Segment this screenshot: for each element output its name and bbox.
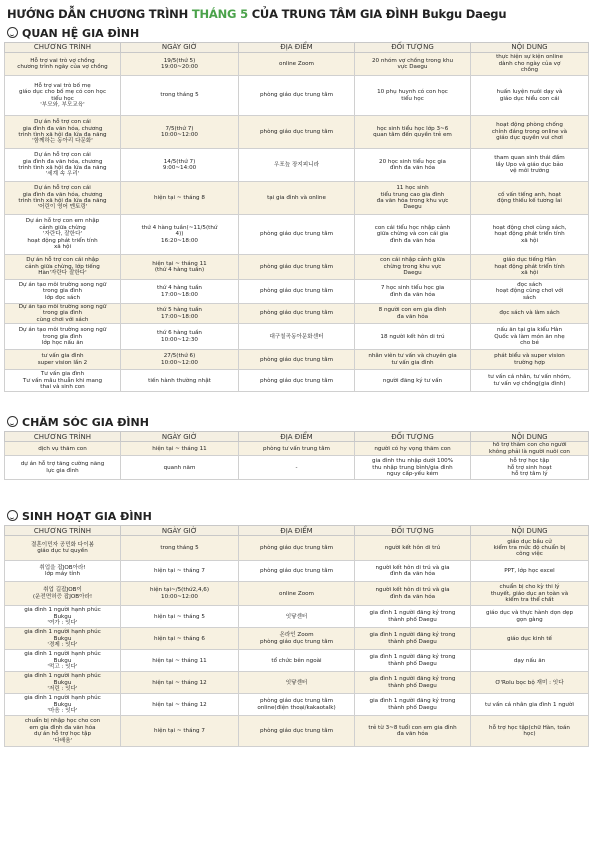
cell-content: tư vấn cá nhân gia đình 1 người <box>471 694 589 716</box>
table-row <box>5 76 589 116</box>
cell-content: giáo dục bầu cử kiểm tra mức độ chuẩn bị công việc <box>471 536 589 561</box>
cell-datetime: thứ 4 hàng tuần(~11/5(thứ 4)) 16:20~18:00 <box>121 215 239 255</box>
cell-program: chuẩn bị nhập học cho con em gia đình đa văn hóa dự án hỗ trợ học tập '다배움' <box>5 716 121 747</box>
cell-datetime: thứ 5 hàng tuần 17:00~18:00 <box>121 304 239 324</box>
cell-datetime: tiến hành thường nhật <box>121 370 239 392</box>
smiley-icon <box>7 27 18 38</box>
column-header-target: ĐỐI TƯỢNG <box>355 526 471 536</box>
cell-location: phòng giáo dục trung tâm <box>239 561 355 582</box>
cell-datetime: hiện tại ~ tháng 8 <box>121 182 239 215</box>
cell-target: 18 người kết hôn di trú <box>355 324 471 350</box>
cell-content: hoạt động phòng chống chính đáng trong online và giáo dục quyền vui chơi <box>471 116 589 149</box>
cell-program: 취업 길잡JOB이 (운전면허증 잡JOB아라! <box>5 582 121 606</box>
cell-program: dự án hỗ trợ tăng cường năng lực gia đình <box>5 456 121 480</box>
column-header-target: ĐỐI TƯỢNG <box>355 43 471 53</box>
title-month-highlight: THÁNG 5 <box>191 7 248 21</box>
cell-datetime: 19/5(thứ 5) 19:00~20:00 <box>121 53 239 76</box>
table-row <box>5 456 589 480</box>
cell-datetime: 27/5(thứ 6) 10:00~12:00 <box>121 350 239 370</box>
cell-location: phòng giáo dục trung tâm <box>239 76 355 116</box>
cell-program: gia đình 1 người hạnh phúc Bukgu '경제 : 잇다' <box>5 628 121 650</box>
cell-datetime: hiện tại ~ tháng 7 <box>121 561 239 582</box>
cell-target: học sinh tiểu học lớp 3~6 quan tâm đến quyền trẻ em <box>355 116 471 149</box>
table-row <box>5 182 589 215</box>
table-row <box>5 650 589 672</box>
cell-datetime: hiện tại ~ tháng 12 <box>121 694 239 716</box>
table-row <box>5 582 589 606</box>
cell-program: 결혼이민자 공민화 다이봄 giáo dục tư quyền <box>5 536 121 561</box>
column-header-location: ĐỊA ĐIỂM <box>239 43 355 53</box>
cell-location: 대구칠곡동아문화센터 <box>239 324 355 350</box>
cell-content: chuẩn bị cho kỳ thi lý thuyết, giáo dục an toàn và kiểm tra thể chất <box>471 582 589 606</box>
cell-target: 20 nhóm vợ chồng trong khu vực Daegu <box>355 53 471 76</box>
column-header-content: NỘI DUNG <box>471 43 589 53</box>
section-title: CHĂM SÓC GIA ĐÌNH <box>22 416 149 430</box>
column-header-location: ĐỊA ĐIỂM <box>239 526 355 536</box>
table-row <box>5 350 589 370</box>
cell-program: 취업을 잡JOB아라! lớp máy tính <box>5 561 121 582</box>
column-header-datetime: NGÀY GIỜ <box>121 526 239 536</box>
cell-location: 잇닿센터 <box>239 606 355 628</box>
cell-program: Dự án hỗ trợ con cái gia đình đa văn hóa, chương trình tình xã hội đa lứa đa năng '함께하는 동아리 다문화' <box>5 116 121 149</box>
cell-target: 20 học sinh tiểu học gia đình đa văn hóa <box>355 149 471 182</box>
cell-location: phòng giáo dục trung tâm <box>239 116 355 149</box>
cell-datetime: hiện tại~/5(thứ2,4,6) 10:00~12:00 <box>121 582 239 606</box>
table-row <box>5 694 589 716</box>
cell-content: huấn luyện nuôi dạy và giáo dục hiểu con cái <box>471 76 589 116</box>
cell-location: 우포늪 장지피니라 <box>239 149 355 182</box>
table-row <box>5 280 589 304</box>
cell-target: trẻ từ 3~8 tuổi con em gia đình đa văn hóa <box>355 716 471 747</box>
table-row <box>5 149 589 182</box>
cell-datetime: thứ 4 hàng tuần 17:00~18:00 <box>121 280 239 304</box>
cell-location: phòng giáo dục trung tâm <box>239 536 355 561</box>
cell-target: người đăng ký tư vấn <box>355 370 471 392</box>
cell-datetime: thứ 6 hàng tuần 10:00~12:30 <box>121 324 239 350</box>
column-header-program: CHƯƠNG TRÌNH <box>5 432 121 442</box>
cell-datetime: hiện tại ~ tháng 7 <box>121 716 239 747</box>
section-heading-family-life <box>7 508 588 525</box>
page-title <box>7 6 588 22</box>
cell-program: tư vấn gia đình super vision lần 2 <box>5 350 121 370</box>
title-part-1: HƯỚNG DẪN CHƯƠNG TRÌNH <box>7 7 192 21</box>
cell-target: con cái tiểu học nhập cảnh giữa chừng và con cái gia đình đa văn hóa <box>355 215 471 255</box>
cell-location: phòng tư vấn trung tâm <box>239 442 355 456</box>
cell-program: Dự án hỗ trợ con em nhập cảnh giữa chừng '자란다, 잘한다' hoạt động phát triển tính xã hội <box>5 215 121 255</box>
section-title: QUAN HỆ GIA ĐÌNH <box>22 27 140 40</box>
cell-content: cố vấn tiếng anh, hoạt động thiếu kế tương lai <box>471 182 589 215</box>
smiley-icon <box>7 416 18 427</box>
cell-location: tổ chức bên ngoài <box>239 650 355 672</box>
cell-target: gia đình 1 người đăng ký trong thành phố Daegu <box>355 672 471 694</box>
cell-datetime: trong tháng 5 <box>121 536 239 561</box>
cell-datetime: quanh năm <box>121 456 239 480</box>
cell-datetime: hiện tại ~ tháng 11 <box>121 650 239 672</box>
column-header-target: ĐỐI TƯỢNG <box>355 432 471 442</box>
table-family-life <box>4 525 589 747</box>
cell-target: 8 người con em gia đình đa văn hóa <box>355 304 471 324</box>
cell-content: tư vấn cá nhân, tư vấn nhóm, tư vấn vợ chồng(gia đình) <box>471 370 589 392</box>
table-row <box>5 442 589 456</box>
column-header-location: ĐỊA ĐIỂM <box>239 432 355 442</box>
cell-content: thực hiện sự kiện online dành cho ngày của vợ chồng <box>471 53 589 76</box>
table-row <box>5 561 589 582</box>
cell-target: con cái nhập cảnh giữa chừng trong khu vực Daegu <box>355 255 471 280</box>
cell-content: PPT, lớp học excel <box>471 561 589 582</box>
cell-content: hỗ trợ học tập hỗ trợ sinh hoạt hỗ trợ tâm lý <box>471 456 589 480</box>
smiley-icon <box>7 510 18 521</box>
cell-target: 11 học sinh tiểu trung cao gia đình đa văn hóa trong khu vực Daegu <box>355 182 471 215</box>
table-row <box>5 255 589 280</box>
cell-target: gia đình 1 người đăng ký trong thành phố Daegu <box>355 650 471 672</box>
section-title: SINH HOẠT GIA ĐÌNH <box>22 510 152 524</box>
cell-program: Dự án tạo môi trường song ngữ trong gia đình lớp đọc sách <box>5 280 121 304</box>
cell-target: người kết hôn di trú và gia đình đa văn hóa <box>355 582 471 606</box>
cell-location: online Zoom <box>239 53 355 76</box>
cell-content: hỗ trợ thăm con cho người không phải là người nuôi con <box>471 442 589 456</box>
column-header-program: CHƯƠNG TRÌNH <box>5 526 121 536</box>
cell-location: phòng giáo dục trung tâm <box>239 716 355 747</box>
cell-program: Hỗ trợ vai trò vợ chồng chương trình ngày của vợ chồng <box>5 53 121 76</box>
cell-datetime: hiện tại ~ tháng 11 <box>121 442 239 456</box>
cell-content: phát biểu và super vision trường hợp <box>471 350 589 370</box>
column-header-content: NỘI DUNG <box>471 526 589 536</box>
cell-target: người có hy vọng thăm con <box>355 442 471 456</box>
cell-target: gia đình 1 người đăng ký trong thành phố Daegu <box>355 694 471 716</box>
cell-content: hỗ trợ học tập(chữ Hàn, toán học) <box>471 716 589 747</box>
table-row <box>5 215 589 255</box>
table-header-row <box>5 526 589 536</box>
table-row <box>5 53 589 76</box>
cell-content: Ơ'Rolu bọc bộ 재미 : 잇다 <box>471 672 589 694</box>
cell-program: gia đình 1 người hạnh phúc Bukgu '저린 : 잇다' <box>5 672 121 694</box>
section-heading-family-care <box>7 414 588 431</box>
table-family-care <box>4 431 589 480</box>
cell-location: 온라인 Zoom phòng giáo dục trung tâm <box>239 628 355 650</box>
cell-program: Dự án tạo môi trường song ngữ trong gia đình cùng chơi với sách <box>5 304 121 324</box>
cell-target: nhân viên tư vấn và chuyên gia tư vấn gia đình <box>355 350 471 370</box>
cell-location: phòng giáo dục trung tâm <box>239 370 355 392</box>
cell-location: - <box>239 456 355 480</box>
cell-program: Dự án tạo môi trường song ngữ trong gia đình lớp học nấu ăn <box>5 324 121 350</box>
table-row <box>5 672 589 694</box>
cell-location: phòng giáo dục trung tâm <box>239 215 355 255</box>
cell-program: Dự án hỗ trợ con cái gia đình đa văn hóa, chương trình tình xã hội đa lứa đa năng '세계 속 우리' <box>5 149 121 182</box>
cell-program: Hỗ trợ vai trò bố mẹ giáo dục cho bố mẹ có con học tiểu học '부모와, 부모교육' <box>5 76 121 116</box>
cell-datetime: hiện tại ~ tháng 5 <box>121 606 239 628</box>
cell-program: gia đình 1 người hạnh phúc Bukgu '마음 : 잇다' <box>5 694 121 716</box>
cell-content: tham quan sinh thái đầm lầy Upo và giáo dục bảo vệ môi trường <box>471 149 589 182</box>
cell-content: giáo dục tiếng Hàn hoạt động phát triển tính xã hội <box>471 255 589 280</box>
section-heading-family-relations <box>7 25 588 42</box>
table-row <box>5 536 589 561</box>
cell-program: Tư vấn gia đình Tư vấn mâu thuẫn khi mang thai và sinh con <box>5 370 121 392</box>
cell-datetime: hiện tại ~ tháng 11 (thứ 4 hàng tuần) <box>121 255 239 280</box>
cell-location: phòng giáo dục trung tâm <box>239 350 355 370</box>
table-row <box>5 116 589 149</box>
table-row <box>5 304 589 324</box>
column-header-content: NỘI DUNG <box>471 432 589 442</box>
title-part-2: CỦA TRUNG TÂM GIA ĐÌNH Bukgu Daegu <box>247 7 507 21</box>
cell-datetime: hiện tại ~ tháng 12 <box>121 672 239 694</box>
cell-content: giáo dục và thực hành dọn dẹp gọn gàng <box>471 606 589 628</box>
cell-datetime: 14/5(thứ 7) 9:00~14:00 <box>121 149 239 182</box>
cell-program: gia đình 1 người hạnh phúc Bukgu '먹고 : 잇다' <box>5 650 121 672</box>
table-row <box>5 716 589 747</box>
cell-program: Dự án hỗ trợ con cái gia đình đa văn hóa, chương trình tình xã hội đa lứa đa năng '어린이 영어 멘토링' <box>5 182 121 215</box>
cell-program: Dự án hỗ trợ con cái nhập cảnh giữa chừng, lớp tiếng Hàn'자란다 잘한다' <box>5 255 121 280</box>
table-header-row <box>5 432 589 442</box>
cell-location: phòng giáo dục trung tâm <box>239 255 355 280</box>
column-header-datetime: NGÀY GIỜ <box>121 43 239 53</box>
column-header-datetime: NGÀY GIỜ <box>121 432 239 442</box>
cell-target: người kết hôn di trú <box>355 536 471 561</box>
table-row <box>5 628 589 650</box>
cell-location: phòng giáo dục trung tâm online(điện thoại/kakaotalk) <box>239 694 355 716</box>
cell-target: 7 học sinh tiểu học gia đình đa văn hóa <box>355 280 471 304</box>
column-header-program: CHƯƠNG TRÌNH <box>5 43 121 53</box>
table-row <box>5 324 589 350</box>
cell-program: dịch vụ thăm con <box>5 442 121 456</box>
cell-content: nấu ăn tại gia kiểu Hàn Quốc và làm món ăn nhẹ cho bé <box>471 324 589 350</box>
cell-datetime: hiện tại ~ tháng 6 <box>121 628 239 650</box>
cell-target: gia đình 1 người đăng ký trong thành phố Daegu <box>355 606 471 628</box>
cell-location: tại gia đình và online <box>239 182 355 215</box>
cell-content: dạy nấu ăn <box>471 650 589 672</box>
cell-target: gia đình 1 người đăng ký trong thành phố Daegu <box>355 628 471 650</box>
cell-location: online Zoom <box>239 582 355 606</box>
table-row <box>5 606 589 628</box>
cell-content: đọc sách hoạt động cùng chơi với sách <box>471 280 589 304</box>
cell-program: gia đình 1 người hạnh phúc Bukgu '여가 : 잇다' <box>5 606 121 628</box>
cell-datetime: trong tháng 5 <box>121 76 239 116</box>
cell-location: phòng giáo dục trung tâm <box>239 304 355 324</box>
cell-location: 잇닿센터 <box>239 672 355 694</box>
cell-location: phòng giáo dục trung tâm <box>239 280 355 304</box>
table-row <box>5 370 589 392</box>
cell-target: người kết hôn di trú và gia đình đa văn hóa <box>355 561 471 582</box>
cell-content: giáo dục kinh tế <box>471 628 589 650</box>
cell-content: hoạt động chơi cùng sách, hoạt động phát triển tính xã hội <box>471 215 589 255</box>
table-family-relations <box>4 42 589 392</box>
cell-target: 10 phụ huynh có con học tiểu học <box>355 76 471 116</box>
cell-content: đọc sách và làm sách <box>471 304 589 324</box>
cell-target: gia đình thu nhập dưới 100% thu nhập trung bình/gia đình nguy cấp-yếu kém <box>355 456 471 480</box>
table-header-row <box>5 43 589 53</box>
cell-datetime: 7/5(thứ 7) 10:00~12:00 <box>121 116 239 149</box>
